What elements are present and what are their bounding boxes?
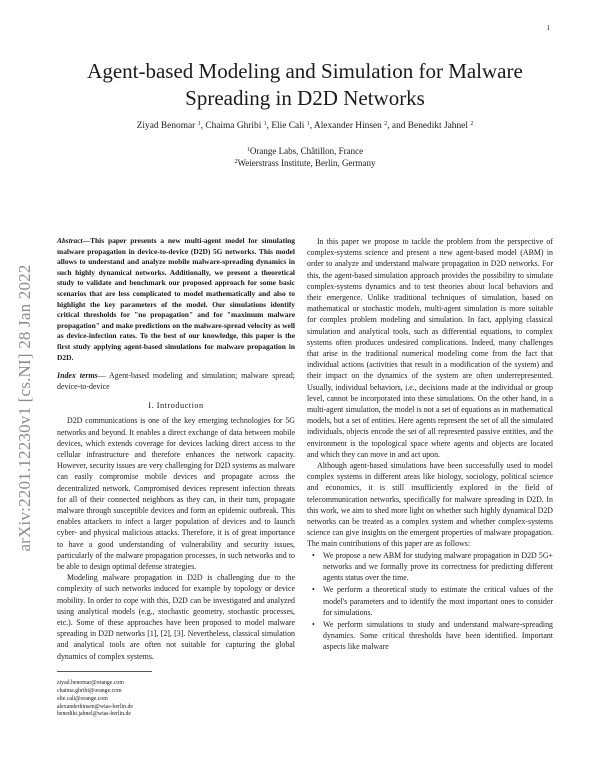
contributions-list bbox=[307, 550, 553, 653]
intro-paragraph-4: Although agent-based simulations have been successfully used to model complex systems in different areas like biology, sociology, political science and economics, it is still insufficiently explored in the field of telecommunication networks, specifically for malware spreading in D2D. In this work, we aim to shed more light on whether such highly dynamical D2D networks can be treated as a complex system and whether complex-systems science can give insights on the emergent properties of malware propagation. The main contributions of this paper are as follows: bbox=[307, 461, 553, 549]
author-name: Ziyad Benomar bbox=[136, 121, 196, 131]
author-email: benedikt.jahnel@wias-berlin.de bbox=[57, 711, 131, 718]
author-affiliation-mark: 1 bbox=[263, 121, 267, 127]
arxiv-identifier-text: arXiv:2201.12230v1 [cs.NI] 28 Jan 2022 bbox=[15, 263, 34, 552]
affiliation-text: Orange Labs, Châtillon, France bbox=[249, 146, 364, 156]
author-email: elie.cali@orange.com bbox=[57, 695, 108, 702]
abstract-label: Abstract bbox=[57, 236, 83, 245]
contribution-text: We propose a new ABM for studying malware propagation in D2D 5G+ networks and we formally prove its correctness for predicting different agents status over the time. bbox=[323, 550, 553, 583]
author-emails-footnote bbox=[57, 671, 152, 720]
index-terms-text: — Agent-based modeling and simulation; malware spread; device-to-device bbox=[57, 371, 295, 391]
paper-title bbox=[60, 58, 550, 112]
author-affiliation-mark: 2 bbox=[470, 121, 474, 127]
bullet-icon: • bbox=[312, 619, 315, 629]
affiliation-number: 1 bbox=[246, 147, 250, 153]
contribution-text: We perform simulations to study and understand malware-spreading dynamics. Some critical thresholds have been identified. Important aspects like malware bbox=[323, 619, 553, 652]
affiliation-number: 2 bbox=[234, 159, 238, 165]
author-name: Chaima Ghribi bbox=[205, 121, 262, 131]
author-email: ziyad.benomar@orange.com bbox=[57, 679, 124, 686]
index-terms bbox=[57, 371, 295, 392]
intro-paragraph-1: D2D communications is one of the key emerging technologies for 5G networks and beyond. It enables a direct exchange of data between mobile devices, which extends coverage for devices lacking direct access to the cellular infrastructure and therefore enhances the network capacity. However, security issues are very challenging for D2D systems as malware can easily compromise mobile devices and propagate across the decentralized network. Compromised devices represent infection threats for all of their connected neighbors as they can, in their turn, propagate malware through susceptible devices and form an epidemic outbreak. This enables attackers to infect a larger population of devices and to launch cyber- and physical malicious attacks. Therefore, it is of great importance to have a good understanding of vulnerability and security issues, particularly of the malware propagation processes, in such networks and to be able to design optimal defense strategies. bbox=[57, 416, 295, 571]
section-heading-introduction: I. Introduction bbox=[148, 401, 204, 411]
author-name: Alexander Hinsen bbox=[313, 121, 382, 131]
bullet-icon: • bbox=[312, 550, 315, 560]
author-name: and Benedikt Jahnel bbox=[391, 121, 468, 131]
title-line-1: Agent-based Modeling and Simulation for Malware bbox=[87, 59, 523, 83]
author-email: chaima.ghribi@orange.com bbox=[57, 687, 122, 694]
index-terms-label: Index terms bbox=[57, 371, 98, 381]
author-affiliation-mark: 1 bbox=[197, 121, 201, 127]
contribution-item bbox=[307, 550, 553, 584]
contribution-item bbox=[307, 584, 553, 618]
contribution-text: We perform a theoretical study to estimate the critical values of the model's parameters and to identify the most important ones to consider for simulations. bbox=[323, 585, 553, 617]
author-affiliation-mark: 2 bbox=[384, 121, 388, 127]
arxiv-identifier-stamp bbox=[12, 210, 38, 605]
right-column bbox=[307, 236, 553, 654]
abstract-text: —This paper presents a new multi-agent model for simulating malware propagation in device-to-device (D2D) 5G networks. This model allows to understand and analyze mobile malware-spreading dynamics in such highly dynamical networks. Additionally, we present a theoretical study to validate and benchmark our proposed approach for some basic scenarios that are less complicated to model mathematically and also to highlight the key parameters of the model. Our simulations identify critical thresholds for "no propagation" and for "maximum malware propagation" and make predictions on the malware-spread velocity as well as device-infection rates. To the best of our knowledge, this paper is the first study applying agent-based simulations for malware propagation in D2D. bbox=[57, 236, 295, 362]
author-affiliation-mark: 1 bbox=[306, 121, 310, 127]
affiliation-1 bbox=[60, 146, 550, 156]
intro-paragraph-3: In this paper we propose to tackle the problem from the perspective of complex-systems science and present a new agent-based model (ABM) in order to analyze and understand malware propagation in D2D networks. For this, the agent-based simulation approach provides the possibility to simulate complex-systems dynamics and to test theories about local behaviors and their emergence. Unlike traditional techniques of simulation, based on mathematical or stochastic models, multi-agent simulation is more suitable for complex problem modeling and simulation. In fact, applying classical simulation and analytical tools, such as differential equations, to complex systems often produces undesired complications. Indeed, many challenges that arise in the traditional numerical modeling come from the fact that individual actions (activities that result in a modification of the system) and their impact on the dynamics of the system are often underrepresented. Usually, individual behaviors, i.e., decisions made at the individual or group level, cannot be incorporated into these simulations. On the other hand, in a multi-agent simulation, the model is not a set of equations as in mathematical models, but a set of entities. Here agents represent the set of all the simulated individuals, objects encode the set of all represented passive entities, and the environment is the topological space where agents and objects are located and which they can move in and act upon. bbox=[307, 237, 553, 459]
bullet-icon: • bbox=[312, 585, 315, 595]
affiliation-2 bbox=[60, 158, 550, 168]
author-list: Ziyad Benomar $^1$, Chaima Ghribi $^1$, Elie Cali $^1$, Alexander Hinsen $^2$, and Benedikt Jahnel $^2$ bbox=[136, 121, 474, 131]
abstract bbox=[57, 236, 295, 363]
title-line-2: Spreading in D2D Networks bbox=[185, 86, 425, 110]
affiliation-text: Weierstrass Institute, Berlin, Germany bbox=[237, 158, 376, 168]
left-column bbox=[57, 236, 295, 719]
author-email: alexanderhinsen@wias-berlin.de bbox=[57, 703, 133, 710]
contribution-item bbox=[307, 619, 553, 653]
intro-paragraph-2: Modeling malware propagation in D2D is challenging due to the complexity of such networks induced for example by topology or device mobility. In order to cope with this, D2D can be investigated and analyzed using analytical models (e.g., stochastic geometry, stochastic processes, etc.). Some of these approaches have been proposed to model malware spreading in D2D networks [1], [2], [3]. Nevertheless, classical simulation and analytical tools are often not suitable for capturing the global dynamics of complex systems. bbox=[57, 573, 295, 661]
author-name: Elie Cali bbox=[271, 121, 305, 131]
page-number: 1 bbox=[546, 24, 550, 32]
